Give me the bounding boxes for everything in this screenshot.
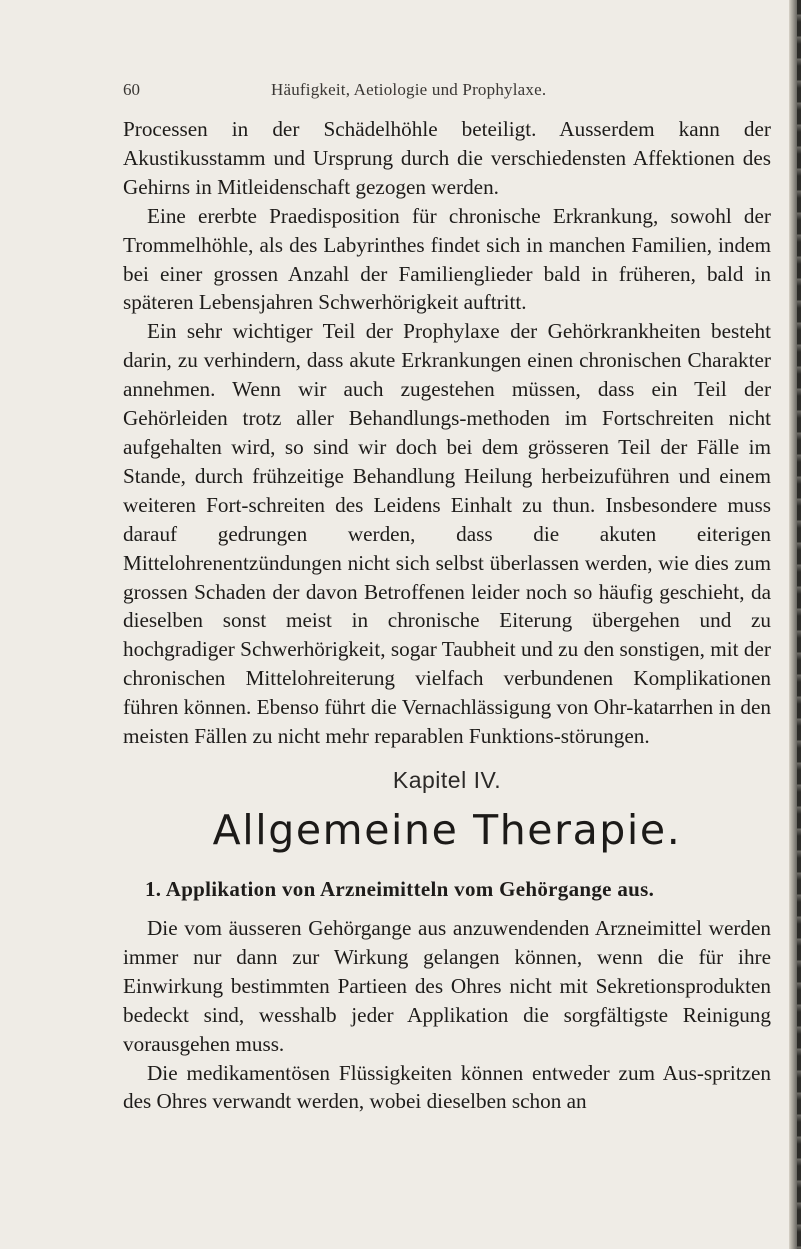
paragraph-prophylaxe: Ein sehr wichtiger Teil der Prophylaxe der Gehörkrankheiten besteht darin, zu verhindern, dass akute Erkrankungen einen chronischen Charakter annehmen. Wenn wir auch zugestehen müssen, dass ein Teil der Gehörleiden trotz aller Behandlungs-methoden im Fortschreiten nicht aufgehalten wird, so sind wir doch bei dem grösseren Teil der Fälle im Stande, durch frühzeitige Behandlung Heilung herbeizuführen und einem weiteren Fort-schreiten des Leidens Einhalt zu thun. Insbesondere muss darauf gedrungen werden, dass die akuten eiterigen Mittelohrenentzündungen nicht sich selbst überlassen werden, wie dies zum grossen Schaden der davon Betroffenen leider noch so häufig geschieht, da dieselben sonst meist in chronische Eiterung übergehen und zu hochgradiger Schwerhörigkeit, sogar Taubheit und zu den sonstigen, mit der chronischen Mittelohreiterung vielfach verbundenen Komplikationen führen können. Ebenso führt die Vernachlässigung von Ohr-katarrhen in den meisten Fällen zu nicht mehr reparablen Funktions-störungen. <box>123 319 771 749</box>
body-text <box>123 115 771 751</box>
running-head: Häufigkeit, Aetiologie und Prophylaxe. <box>271 80 547 99</box>
paragraph-continuation: Processen in der Schädelhöhle beteiligt. Ausserdem kann der Akustikusstamm und Ursprung durch die verschiedensten Affektionen des Gehirns in Mitleidenschaft gezogen werden. <box>123 117 771 199</box>
chapter-title: Allgemeine Therapie. <box>212 806 682 854</box>
page-number: 60 <box>123 80 140 99</box>
paragraph-fluessigkeiten: Die medikamentösen Flüssigkeiten können entweder zum Aus-spritzen des Ohres verwandt werden, wobei dieselben schon an <box>123 1060 771 1114</box>
section-heading: 1. Applikation von Arzneimitteln vom Gehörgange aus. <box>145 877 655 901</box>
chapter-label: Kapitel IV. <box>392 767 502 793</box>
page-header <box>123 80 643 104</box>
section-text <box>123 914 771 1116</box>
paragraph-arzneimittel: Die vom äusseren Gehörgange aus anzuwendenden Arzneimittel werden immer nur dann zur Wirkung gelangen können, wenn die für ihre Einwirkung bestimmten Partieen des Ohres nicht mit Sekretionsprodukten bedeckt sind, wesshalb jeder Applikation die sorgfältigste Reinigung vorausgehen muss. <box>123 916 771 1056</box>
page-binding-edge <box>789 0 801 1249</box>
paragraph-praedisposition: Eine ererbte Praedisposition für chronische Erkrankung, sowohl der Trommelhöhle, als des Labyrinthes findet sich in manchen Familien, indem bei einer grossen Anzahl der Familienglieder bald in früheren, bald in späteren Lebensjahren Schwerhörigkeit auftritt. <box>123 203 771 315</box>
